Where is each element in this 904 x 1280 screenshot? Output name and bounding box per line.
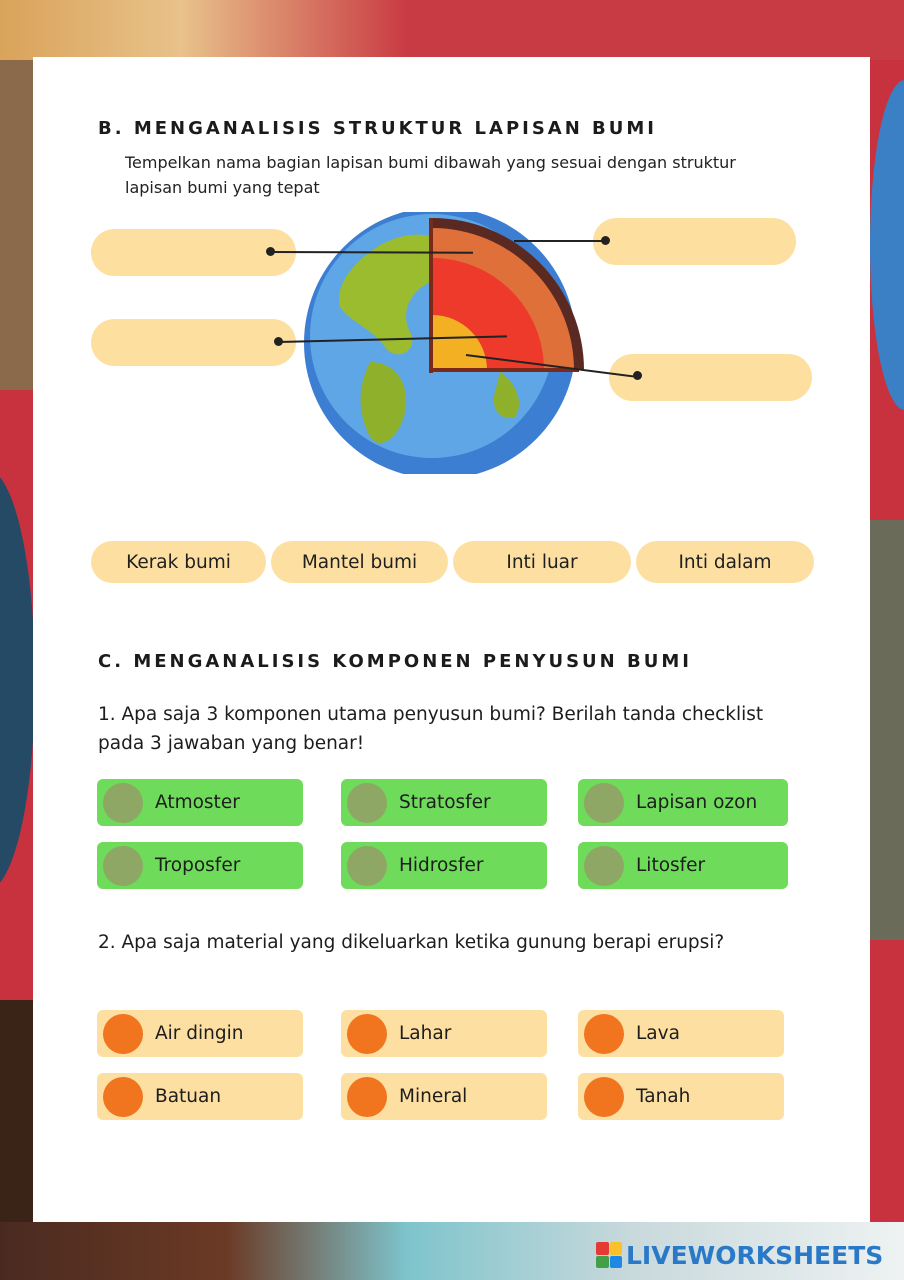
- option-label: Atmoster: [155, 792, 240, 813]
- radio-circle[interactable]: [584, 846, 624, 886]
- drop-slot-right-top[interactable]: [593, 218, 796, 265]
- word-chip-inti-luar[interactable]: Inti luar: [453, 541, 631, 583]
- option-label: Stratosfer: [399, 792, 491, 813]
- option-stratosfer[interactable]: [341, 779, 547, 826]
- leader-dot-left-top: [266, 247, 275, 256]
- word-chip-inti-dalam[interactable]: Inti dalam: [636, 541, 814, 583]
- option-lahar[interactable]: [341, 1010, 547, 1057]
- radio-circle[interactable]: [347, 846, 387, 886]
- option-tanah[interactable]: [578, 1073, 784, 1120]
- leader-line-right-top: [514, 240, 607, 242]
- option-label: Hidrosfer: [399, 855, 484, 876]
- option-label: Tanah: [636, 1086, 691, 1107]
- option-litosfer[interactable]: [578, 842, 788, 889]
- section-b-title: B. MENGANALISIS STRUKTUR LAPISAN BUMI: [98, 118, 658, 139]
- radio-circle[interactable]: [584, 1077, 624, 1117]
- radio-circle[interactable]: [584, 783, 624, 823]
- section-b-instruction: Tempelkan nama bagian lapisan bumi dibawah yang sesuai dengan struktur lapisan bumi yang tepat: [125, 153, 736, 197]
- radio-circle[interactable]: [103, 846, 143, 886]
- option-label: Batuan: [155, 1086, 222, 1107]
- question-1-text: 1. Apa saja 3 komponen utama penyusun bumi? Berilah tanda checklist pada 3 jawaban yang benar!: [98, 704, 764, 754]
- option-lapisan-ozon[interactable]: [578, 779, 788, 826]
- background-volcano-left: [0, 1000, 34, 1222]
- option-troposfer[interactable]: [97, 842, 303, 889]
- leader-dot-right-top: [601, 236, 610, 245]
- question-2-text: 2. Apa saja material yang dikeluarkan ketika gunung berapi erupsi?: [98, 932, 725, 953]
- section-c-title: C. MENGANALISIS KOMPONEN PENYUSUN BUMI: [98, 651, 692, 672]
- background-planet-right: [870, 80, 904, 410]
- option-label: Litosfer: [636, 855, 706, 876]
- background-planet-left: [0, 470, 35, 890]
- leader-dot-left-bottom: [274, 337, 283, 346]
- radio-circle[interactable]: [347, 1077, 387, 1117]
- word-chip-kerak-bumi[interactable]: Kerak bumi: [91, 541, 266, 583]
- radio-circle[interactable]: [103, 783, 143, 823]
- option-label: Troposfer: [155, 855, 241, 876]
- option-mineral[interactable]: [341, 1073, 547, 1120]
- background-landscape-top: [0, 0, 904, 60]
- option-label: Air dingin: [155, 1023, 244, 1044]
- word-chip-mantel-bumi[interactable]: Mantel bumi: [271, 541, 448, 583]
- brand-text: LIVEWORKSHEETS: [626, 1240, 884, 1270]
- drop-slot-left-bottom[interactable]: [91, 319, 296, 366]
- radio-circle[interactable]: [103, 1077, 143, 1117]
- radio-circle[interactable]: [103, 1014, 143, 1054]
- background-rock-right: [870, 520, 904, 940]
- option-label: Mineral: [399, 1086, 468, 1107]
- radio-circle[interactable]: [584, 1014, 624, 1054]
- background-rock-left: [0, 60, 34, 390]
- option-air-dingin[interactable]: [97, 1010, 303, 1057]
- option-label: Lahar: [399, 1023, 452, 1044]
- option-lava[interactable]: [578, 1010, 784, 1057]
- option-hidrosfer[interactable]: [341, 842, 547, 889]
- option-atmoster[interactable]: [97, 779, 303, 826]
- option-batuan[interactable]: [97, 1073, 303, 1120]
- liveworksheets-logo-icon: [596, 1242, 622, 1268]
- option-label: Lava: [636, 1023, 680, 1044]
- radio-circle[interactable]: [347, 1014, 387, 1054]
- radio-circle[interactable]: [347, 783, 387, 823]
- liveworksheets-brand: [596, 1240, 883, 1270]
- leader-dot-right-bottom: [633, 371, 642, 380]
- option-label: Lapisan ozon: [636, 792, 758, 813]
